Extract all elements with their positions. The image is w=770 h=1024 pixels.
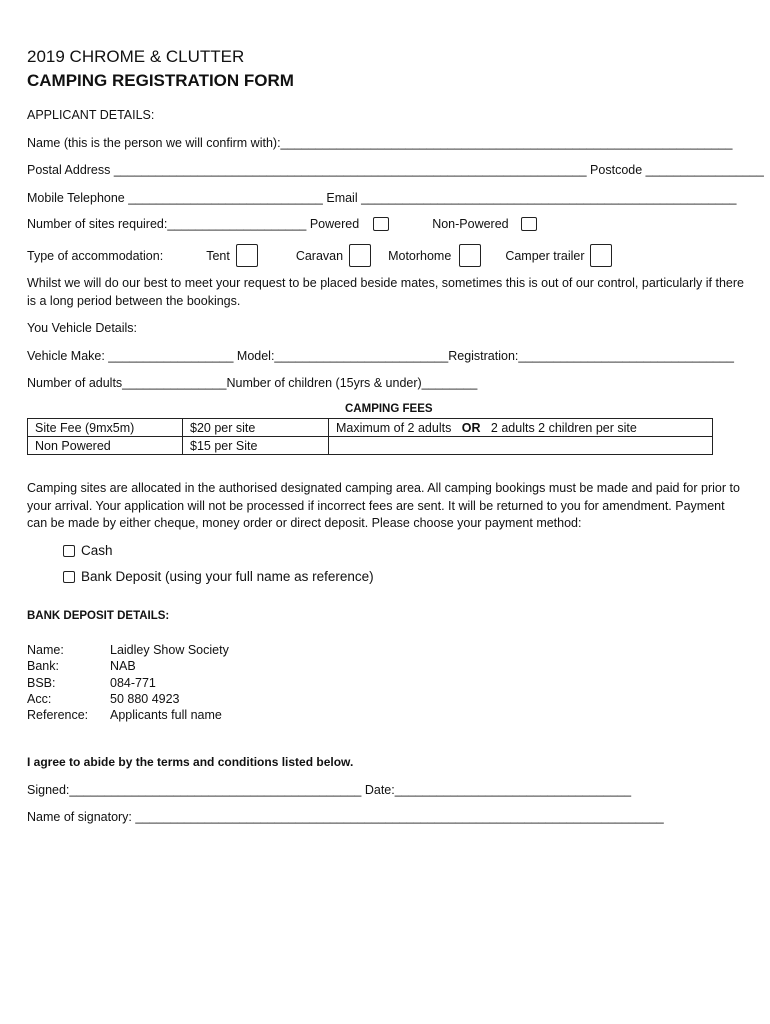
camper-trailer-checkbox[interactable] xyxy=(590,244,612,267)
vehicle-details-heading: You Vehicle Details: xyxy=(27,321,138,335)
cash-option[interactable] xyxy=(63,543,113,558)
mates-notice: Whilst we will do our best to meet your request to be placed beside mates, sometimes this is out of our control, particularly if there is a long period between the bookings. xyxy=(27,276,744,308)
bank-deposit-option[interactable] xyxy=(63,569,374,584)
tent-label: Tent xyxy=(206,248,230,263)
list-item xyxy=(27,658,229,674)
bank-deposit-label: Bank Deposit (using your full name as reference) xyxy=(81,569,374,584)
fee-note-b: 2 adults 2 children per site xyxy=(490,420,637,435)
accommodation-row xyxy=(27,244,612,267)
fee-type-cell: Non Powered xyxy=(28,437,183,455)
motorhome-checkbox[interactable] xyxy=(459,244,481,267)
sites-required-field[interactable]: Number of sites required:____________________ Powered xyxy=(27,217,360,231)
bank-key: Acc: xyxy=(27,691,52,706)
cash-checkbox[interactable] xyxy=(63,545,75,557)
bank-key: Name: xyxy=(27,643,64,657)
sites-row xyxy=(27,217,537,231)
camping-fees-heading: CAMPING FEES xyxy=(345,403,433,415)
list-item xyxy=(27,707,229,723)
bank-value: 50 880 4923 xyxy=(110,691,180,706)
agreement-statement: I agree to abide by the terms and conditions listed below. xyxy=(27,755,354,769)
applicant-details-heading: APPLICANT DETAILS: xyxy=(27,108,155,122)
bank-value: NAB xyxy=(110,659,136,674)
cash-label: Cash xyxy=(81,543,113,558)
event-title: 2019 CHROME & CLUTTER xyxy=(27,47,245,66)
powered-checkbox[interactable] xyxy=(373,217,389,231)
vehicle-fields[interactable]: Vehicle Make: __________________ Model:_________________________Registration:_______________________________ xyxy=(27,349,734,363)
tent-checkbox[interactable] xyxy=(236,244,258,267)
caravan-checkbox[interactable] xyxy=(349,244,371,267)
fee-note-cell xyxy=(329,437,713,455)
bank-value: Laidley Show Society xyxy=(110,643,229,657)
postal-address-field[interactable]: Postal Address ____________________________________________________________________ Postcode _________________ xyxy=(27,163,764,177)
attendee-count-fields[interactable]: Number of adults_______________Number of children (15yrs & under)________ xyxy=(27,376,478,390)
non-powered-label: Non-Powered xyxy=(432,217,509,231)
caravan-label: Caravan xyxy=(295,248,344,263)
fee-note-a: Maximum of 2 adults xyxy=(336,420,452,435)
fee-price-cell: $15 per Site xyxy=(183,437,329,455)
list-item xyxy=(27,691,229,707)
form-title: CAMPING REGISTRATION FORM xyxy=(27,71,294,90)
list-item xyxy=(27,675,229,691)
bank-key: Reference: xyxy=(27,708,89,723)
bank-key: BSB: xyxy=(27,675,56,690)
fee-price-cell: $20 per site xyxy=(183,419,329,437)
bank-key: Bank: xyxy=(27,659,59,674)
list-item xyxy=(27,642,229,658)
camping-fees-table xyxy=(27,418,713,455)
bank-value: Applicants full name xyxy=(110,708,222,723)
bank-deposit-checkbox[interactable] xyxy=(63,571,75,583)
table-row xyxy=(28,437,713,455)
camper-trailer-label: Camper trailer xyxy=(505,248,585,263)
bank-details-list xyxy=(27,642,229,723)
name-field[interactable]: Name (this is the person we will confirm with):_________________________________________________________________ xyxy=(27,136,733,150)
accommodation-label: Type of accommodation: xyxy=(27,248,164,263)
bank-deposit-heading: BANK DEPOSIT DETAILS: xyxy=(27,610,170,622)
bank-value: 084-771 xyxy=(110,675,156,690)
signatory-name-field[interactable]: Name of signatory: ____________________________________________________________________________ xyxy=(27,810,664,824)
mobile-email-field[interactable]: Mobile Telephone ____________________________ Email ______________________________________________________ xyxy=(27,191,737,205)
fee-type-cell: Site Fee (9mx5m) xyxy=(28,419,183,437)
payment-instructions: Camping sites are allocated in the authorised designated camping area. All camping bookings must be made and paid for prior to your arrival. Your application will not be processed if incorrect fees are sent. It will be returned to you for amendment. Payment can be made by either cheque, money order or direct deposit. Please choose your payment method: xyxy=(27,481,740,530)
table-row xyxy=(28,419,713,437)
motorhome-label: Motorhome xyxy=(388,248,452,263)
fee-note-cell xyxy=(329,419,713,437)
fee-note-or: OR xyxy=(461,420,481,435)
non-powered-checkbox[interactable] xyxy=(521,217,537,231)
signature-date-field[interactable]: Signed:__________________________________________ Date:__________________________________ xyxy=(27,783,632,797)
